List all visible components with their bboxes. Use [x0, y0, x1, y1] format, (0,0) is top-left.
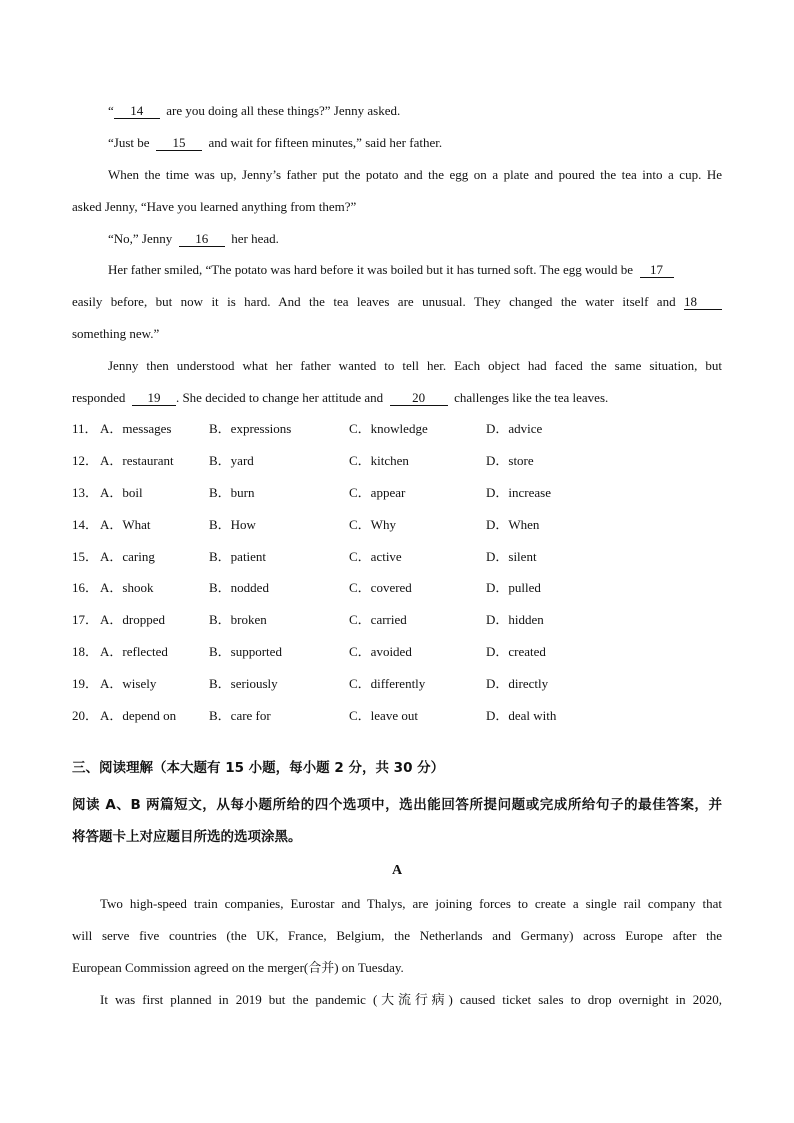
option-b: B．burn [209, 485, 255, 500]
passage-line [108, 103, 400, 119]
option-d: D．pulled [486, 580, 541, 595]
blank-17: 17 [640, 263, 674, 278]
question-number: 13． [72, 485, 99, 500]
question-number: 18． [72, 644, 99, 659]
question-number: 15． [72, 549, 99, 564]
option-c: C．covered [349, 580, 412, 595]
sentence-text: . She decided to change her attitude and [175, 390, 384, 405]
option-d: D．store [486, 453, 534, 468]
passage-line: Jenny then understood what her father wanted to tell her. Each object had faced the same situation, but [108, 358, 722, 373]
option-d: D．When [486, 517, 540, 532]
question-number: 16． [72, 580, 99, 595]
option-c: C．active [349, 549, 402, 564]
option-b: B．How [209, 517, 256, 532]
sentence-text: easily before, but now it is hard. And the tea leaves are unusual. They changed the water itself and [72, 294, 676, 309]
option-b: B．patient [209, 549, 267, 564]
option-c: C．carried [349, 612, 407, 627]
question-number: 17． [72, 612, 99, 627]
option-d: D．increase [486, 485, 551, 500]
sentence-text: responded [72, 390, 126, 405]
question-number: 20． [72, 708, 99, 723]
option-a: A．What [100, 517, 151, 532]
blank-20: 20 [390, 391, 448, 406]
option-d: D．silent [486, 549, 537, 564]
question-number: 12． [72, 453, 99, 468]
section-title: 三、阅读理解（本大题有 15 小题，每小题 2 分，共 30 分） [72, 760, 445, 776]
option-a: A．boil [100, 485, 143, 500]
option-c: C．avoided [349, 644, 412, 659]
sentence-text: are you doing all these things?” Jenny asked. [166, 103, 401, 118]
passage-line: asked Jenny, “Have you learned anything from them?” [72, 199, 357, 214]
option-c: C．knowledge [349, 421, 428, 436]
passage-line: It was first planned in 2019 but the pandemic (大流行病) caused ticket sales to drop overnight in 2020, [100, 992, 722, 1007]
option-c: C．leave out [349, 708, 418, 723]
option-b: B．broken [209, 612, 267, 627]
option-b: B．yard [209, 453, 254, 468]
option-a: A．caring [100, 549, 155, 564]
blank-16: 16 [179, 232, 225, 247]
option-b: B．nodded [209, 580, 269, 595]
option-a: A．restaurant [100, 453, 174, 468]
sentence-text: “Just be [108, 135, 150, 150]
section-instructions: 将答题卡上对应题目所选的选项涂黑。 [72, 829, 302, 845]
option-b: B．expressions [209, 421, 292, 436]
blank-15: 15 [156, 136, 202, 151]
option-a: A．messages [100, 421, 172, 436]
passage-line [108, 135, 442, 151]
passage-line [108, 231, 279, 247]
passage-line: European Commission agreed on the merger(合并) on Tuesday. [72, 960, 404, 975]
passage-line: Two high-speed train companies, Eurostar and Thalys, are joining forces to create a single rail company that [100, 896, 722, 911]
sentence-text: and wait for fifteen minutes,” said her father. [208, 135, 443, 150]
sentence-text: challenges like the tea leaves. [454, 390, 609, 405]
option-a: A．reflected [100, 644, 168, 659]
sentence-text: her head. [231, 231, 279, 246]
option-a: A．shook [100, 580, 154, 595]
option-c: C．Why [349, 517, 396, 532]
option-c: C．appear [349, 485, 406, 500]
passage-line [72, 294, 722, 310]
option-a: A．dropped [100, 612, 165, 627]
passage-line: something new.” [72, 326, 160, 341]
blank-18: 18 [684, 295, 722, 310]
option-c: C．kitchen [349, 453, 409, 468]
section-instructions: 阅读 A、B 两篇短文，从每小题所给的四个选项中，选出能回答所提问题或完成所给句子的最佳答案，并 [72, 797, 722, 813]
question-number: 11． [72, 421, 98, 436]
quote-mark: “ [108, 103, 114, 118]
passage-label: A [391, 863, 403, 878]
passage-line [108, 262, 674, 278]
option-a: A．wisely [100, 676, 157, 691]
passage-line [72, 390, 608, 406]
sentence-text: Her father smiled, “The potato was hard before it was boiled but it has turned soft. The egg would be [108, 262, 634, 277]
option-b: B．supported [209, 644, 282, 659]
option-d: D．advice [486, 421, 543, 436]
option-d: D．directly [486, 676, 549, 691]
option-d: D．hidden [486, 612, 544, 627]
option-d: D．created [486, 644, 546, 659]
option-d: D．deal with [486, 708, 557, 723]
blank-14: 14 [114, 104, 160, 119]
option-b: B．care for [209, 708, 271, 723]
passage-line: will serve five countries (the UK, France, Belgium, the Netherlands and Germany) across Europe after the [72, 928, 722, 943]
option-b: B．seriously [209, 676, 278, 691]
question-number: 19． [72, 676, 99, 691]
passage-line: When the time was up, Jenny’s father put the potato and the egg on a plate and poured the tea into a cup. He [108, 167, 722, 182]
option-a: A．depend on [100, 708, 177, 723]
sentence-text: “No,” Jenny [108, 231, 173, 246]
question-number: 14． [72, 517, 99, 532]
blank-19: 19 [132, 391, 176, 406]
option-c: C．differently [349, 676, 426, 691]
